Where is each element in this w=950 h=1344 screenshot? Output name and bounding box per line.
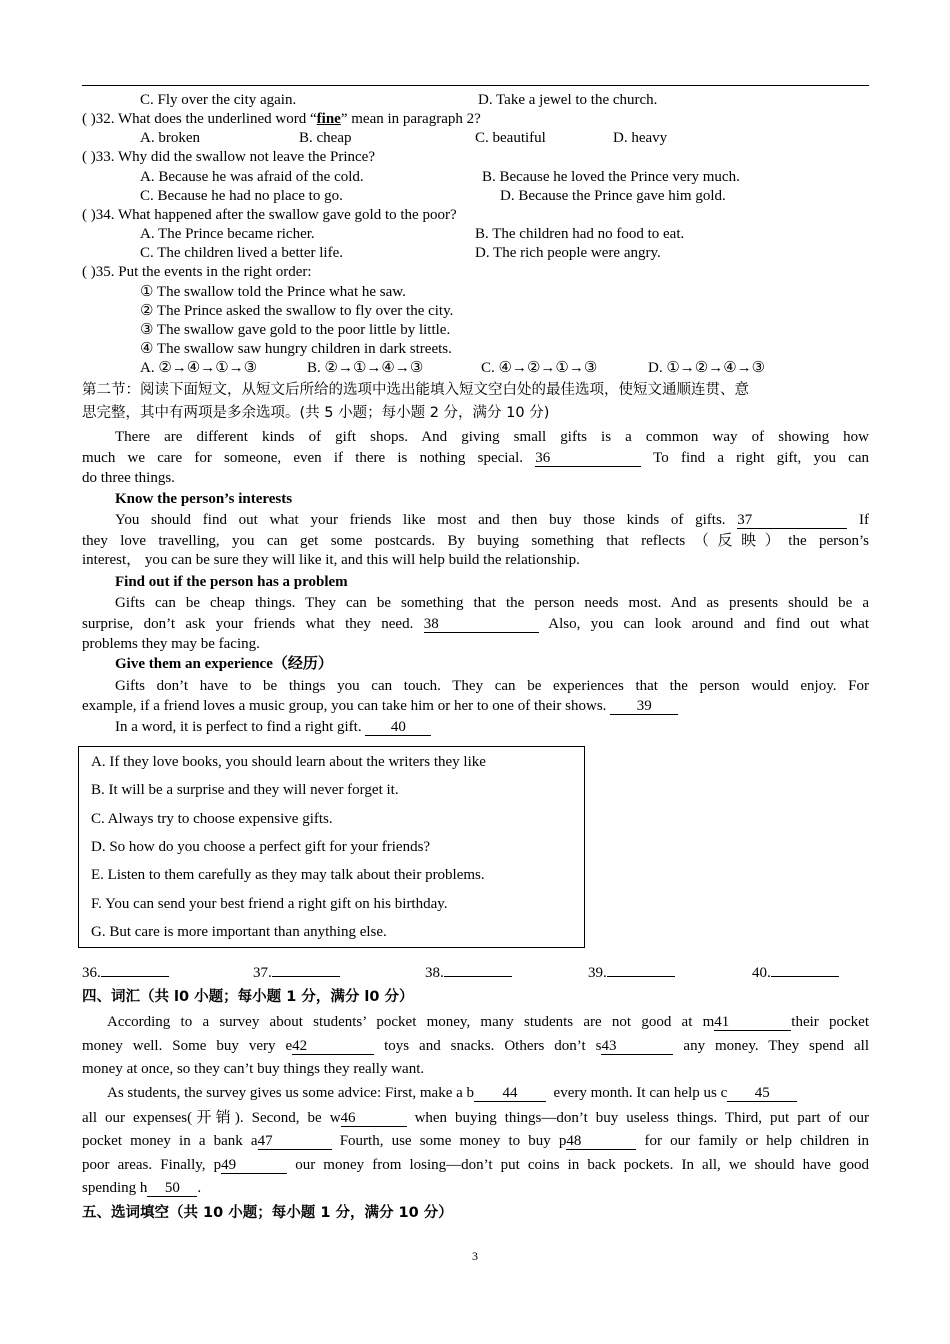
answer-blank-39[interactable]: 39.	[588, 964, 675, 983]
question-text: Why did the swallow not leave the Prince?	[117, 149, 375, 165]
blank-37[interactable]: 37	[737, 512, 847, 529]
question-text: What happened after the swallow gave gold to the poor?	[117, 207, 457, 223]
option-c: C. Always try to choose expensive gifts.	[91, 811, 333, 827]
event-3: ③ The swallow gave gold to the poor little by little.	[140, 322, 451, 338]
blank-48[interactable]: 48	[566, 1133, 636, 1150]
options-box	[78, 746, 585, 948]
passage-line: interest， you can be sure they will like it, and this will help build the relationship.	[82, 552, 580, 568]
option-g: G. But care is more important than anything else.	[91, 924, 387, 940]
blank-46[interactable]: 46	[341, 1110, 407, 1127]
question-32	[82, 110, 481, 129]
section-5-title: 五、选词填空（共 10 小题；每小题 1 分，满分 10 分）	[82, 1205, 453, 1221]
q32-option-b: B. cheap	[299, 130, 352, 146]
blank-38[interactable]: 38	[424, 616, 539, 633]
question-text: Put the events in the right order:	[118, 264, 312, 280]
q33-option-b: B. Because he loved the Prince very much.	[482, 169, 740, 185]
blank-49[interactable]: 49	[221, 1157, 287, 1174]
blank-42[interactable]: 42	[292, 1038, 374, 1055]
q33-option-c: C. Because he had no place to go.	[140, 188, 343, 204]
q34-option-c: C. The children lived a better life.	[140, 245, 343, 261]
q34-option-b: B. The children had no food to eat.	[475, 226, 685, 242]
passage-line: surprise, don’t ask your friends what they need. 38 Also, you can look around and find out what	[82, 616, 869, 632]
vocab-line: all our expenses(开销). Second, be w46 when buying things—don’t buy useless things. Third, put part of our	[82, 1110, 870, 1126]
vocab-line: According to a survey about students’ pocket money, many students are not good at m41 their pocket	[107, 1014, 869, 1030]
option-e: E. Listen to them carefully as they may talk about their problems.	[91, 867, 485, 883]
passage-heading: Know the person’s interests	[115, 491, 293, 507]
q32-option-a: A. broken	[140, 130, 200, 146]
q34-option-d: D. The rich people were angry.	[475, 245, 661, 261]
q31-option-c: C. Fly over the city again.	[140, 92, 297, 108]
option-f: F. You can send your best friend a right gift on his birthday.	[91, 896, 448, 912]
section-2-instructions-line1: 第二节：阅读下面短文，从短文后所给的选项中选出能填入短文空白处的最佳选项，使短文通顺连贯、意	[82, 382, 749, 398]
question-text-pre: What does the underlined word “	[117, 111, 317, 127]
q35-option-b: B. ②→①→④→③	[307, 360, 424, 376]
option-d: D. So how do you choose a perfect gift for your friends?	[91, 839, 431, 855]
blank-36[interactable]: 36	[535, 450, 641, 467]
passage-line: example, if a friend loves a music group, you can take him or her to one of their shows. 39	[82, 697, 678, 716]
passage-heading: Give them an experience（经历）	[115, 656, 333, 672]
blank-39[interactable]: 39	[610, 698, 678, 715]
vocab-line: As students, the survey gives us some advice: First, make a b 44 every month. It can help us c 45	[107, 1084, 797, 1103]
q32-option-d: D. heavy	[613, 130, 668, 146]
passage-line: problems they may be facing.	[82, 636, 260, 652]
passage-line: In a word, it is perfect to find a right gift. 40	[115, 718, 431, 737]
q33-option-d: D. Because the Prince gave him gold.	[500, 188, 726, 204]
vocab-line: spending h 50 .	[82, 1180, 202, 1196]
q35-option-c: C. ④→②→①→③	[481, 360, 598, 376]
question-number: ( )35.	[82, 264, 115, 280]
passage-line: much we care for someone, even if there is nothing special. 36 To find a right gift, you can	[82, 450, 869, 466]
vocab-line: money at once, so they can’t buy things they really want.	[82, 1061, 425, 1077]
question-number: ( )34.	[82, 207, 115, 223]
q32-option-c: C. beautiful	[475, 130, 546, 146]
option-b: B. It will be a surprise and they will never forget it.	[91, 782, 399, 798]
question-text-post: ” mean in paragraph 2?	[340, 111, 481, 127]
answer-blank-37[interactable]: 37.	[253, 964, 340, 983]
q33-option-a: A. Because he was afraid of the cold.	[140, 169, 364, 185]
event-1: ① The swallow told the Prince what he saw.	[140, 284, 406, 300]
blank-40[interactable]: 40	[365, 719, 431, 736]
question-34	[82, 206, 457, 225]
vocab-line: pocket money in a bank a47 Fourth, use some money to buy p48 for our family or help children in	[82, 1133, 870, 1149]
blank-50[interactable]: 50	[147, 1180, 197, 1197]
passage-line: Gifts can be cheap things. They can be something that the person needs most. And as presents should be a	[115, 595, 869, 611]
question-33	[82, 148, 375, 167]
answer-blank-36[interactable]: 36.	[82, 964, 169, 983]
question-35	[82, 263, 312, 282]
blank-44[interactable]: 44	[474, 1085, 546, 1102]
blank-41[interactable]: 41	[714, 1014, 791, 1031]
section-2-instructions-line2: 思完整，其中有两项是多余选项。(共 5 小题；每小题 2 分，满分 10 分)	[82, 405, 550, 421]
vocab-line: money well. Some buy very e42 toys and snacks. Others don’t s43 any money. They spend all	[82, 1038, 869, 1054]
passage-line: they love travelling, you can get some postcards. By buying something that reflects（反映）the person’s	[82, 533, 869, 549]
passage-line: You should find out what your friends like most and then buy those kinds of gifts. 37 If	[115, 512, 870, 528]
vocab-line: poor areas. Finally, p49 our money from losing—don’t put coins in back pockets. In all, we should have good	[82, 1157, 869, 1173]
page-number: 3	[472, 1249, 478, 1263]
passage-line: do three things.	[82, 470, 175, 486]
answer-blank-38[interactable]: 38.	[425, 964, 512, 983]
passage-heading: Find out if the person has a problem	[115, 574, 348, 590]
underlined-word: fine	[316, 111, 341, 127]
event-4: ④ The swallow saw hungry children in dark streets.	[140, 341, 452, 357]
q34-option-a: A. The Prince became richer.	[140, 226, 315, 242]
q35-option-d: D. ①→②→④→③	[648, 360, 766, 376]
passage-line: There are different kinds of gift shops. And giving small gifts is a common way of showing how	[115, 429, 869, 445]
section-4-title: 四、词汇（共 l0 小题；每小题 1 分，满分 l0 分）	[82, 989, 414, 1005]
passage-line: Gifts don’t have to be things you can touch. They can be experiences that the person would enjoy. For	[115, 678, 869, 694]
q35-option-a: A. ②→④→①→③	[140, 360, 258, 376]
blank-43[interactable]: 43	[601, 1038, 673, 1055]
answer-blank-40[interactable]: 40.	[752, 964, 839, 983]
option-a: A. If they love books, you should learn about the writers they like	[91, 754, 486, 770]
blank-45[interactable]: 45	[727, 1085, 797, 1102]
event-2: ② The Prince asked the swallow to fly over the city.	[140, 303, 454, 319]
question-number: ( )33.	[82, 149, 115, 165]
q31-option-d: D. Take a jewel to the church.	[478, 92, 658, 108]
header-rule	[82, 85, 869, 86]
question-number: ( )32.	[82, 111, 115, 127]
blank-47[interactable]: 47	[258, 1133, 332, 1150]
